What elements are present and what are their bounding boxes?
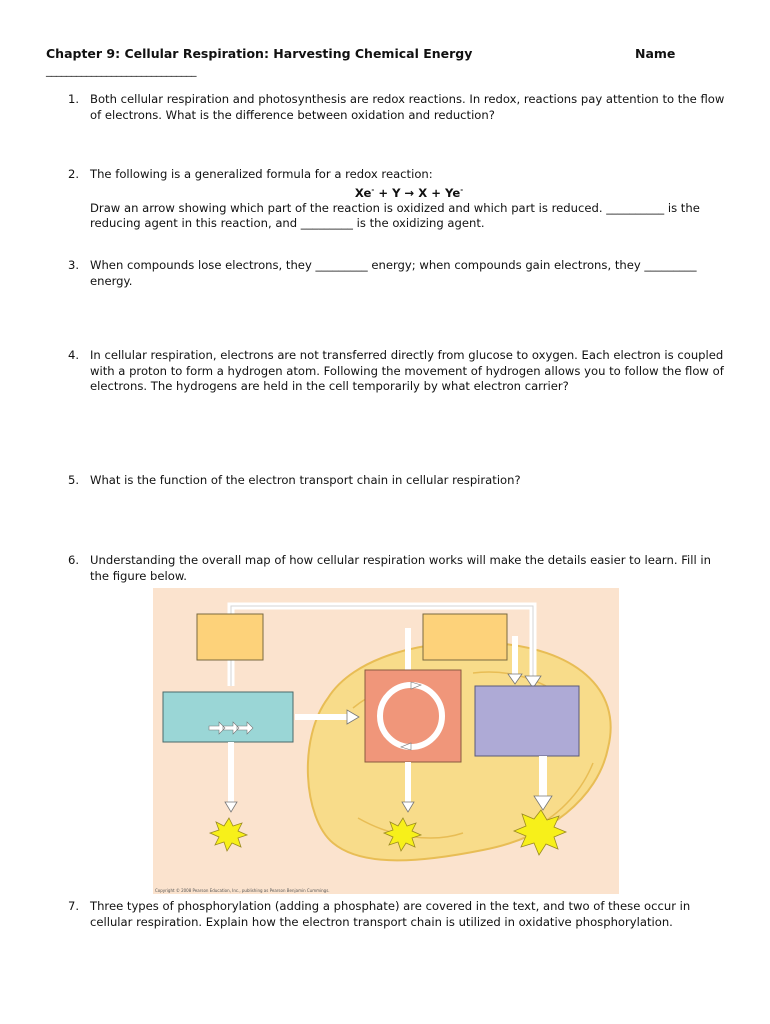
question-3: [68, 258, 728, 289]
figure-credit: Copyright © 2008 Pearson Education, Inc., publishing as Pearson Benjamin Cummings.: [155, 888, 330, 893]
question-number: 2.: [68, 167, 80, 181]
question-text: Both cellular respiration and photosynthesis are redox reactions. In redox, reactions pay attention to the flow of electrons. What is the difference between oxidation and reduction?: [90, 92, 725, 122]
page-title: [46, 46, 736, 61]
question-text: What is the function of the electron transport chain in cellular respiration?: [90, 473, 521, 487]
title-text: Chapter 9: Cellular Respiration: Harvesting Chemical Energy: [46, 46, 473, 61]
question-4: [68, 348, 728, 395]
question-6: [68, 553, 728, 584]
question-1: [68, 92, 728, 123]
question-text: Three types of phosphorylation (adding a phosphate) are covered in the text, and two of these occur in cellular respiration. Explain how the electron transport chain is utilized in oxidative phosphorylation.: [90, 899, 691, 929]
question-number: 7.: [68, 899, 80, 913]
name-label: Name: [635, 46, 676, 61]
question-number: 4.: [68, 348, 80, 362]
cellular-respiration-figure: [153, 588, 619, 894]
redox-formula: Xe- + Y → X + Ye-: [354, 185, 464, 200]
question-text: In cellular respiration, electrons are not transferred directly from glucose to oxygen. Each electron is coupled with a proton to form a hydrogen atom. Following the movement of hydrogen allows you to follow the flow of electrons. The hydrogens are held in the cell temporarily by what electron carrier?: [90, 348, 724, 393]
glycolysis-box: [163, 692, 293, 742]
question-text: Understanding the overall map of how cellular respiration works will make the details easier to learn. Fill in the figure below.: [90, 553, 711, 583]
question-2: [68, 167, 728, 232]
orange-box-left: [197, 614, 263, 660]
question-number: 6.: [68, 553, 80, 567]
electron-transport-box: [475, 686, 579, 756]
question-5: [68, 473, 728, 489]
question-text: When compounds lose electrons, they _________ energy; when compounds gain electrons, they _________ energy.: [90, 258, 697, 288]
question-number: 5.: [68, 473, 80, 487]
question-7: [68, 899, 728, 930]
question-intro: The following is a generalized formula for a redox reaction:: [90, 167, 433, 181]
question-number: 1.: [68, 92, 80, 106]
orange-box-right: [423, 614, 507, 660]
name-line: ______________________________: [46, 64, 196, 77]
question-text: Draw an arrow showing which part of the reaction is oxidized and which part is reduced. __________ is the reducing agent in this reaction, and _________ is the oxidizing agent.: [90, 200, 700, 231]
question-number: 3.: [68, 258, 80, 272]
